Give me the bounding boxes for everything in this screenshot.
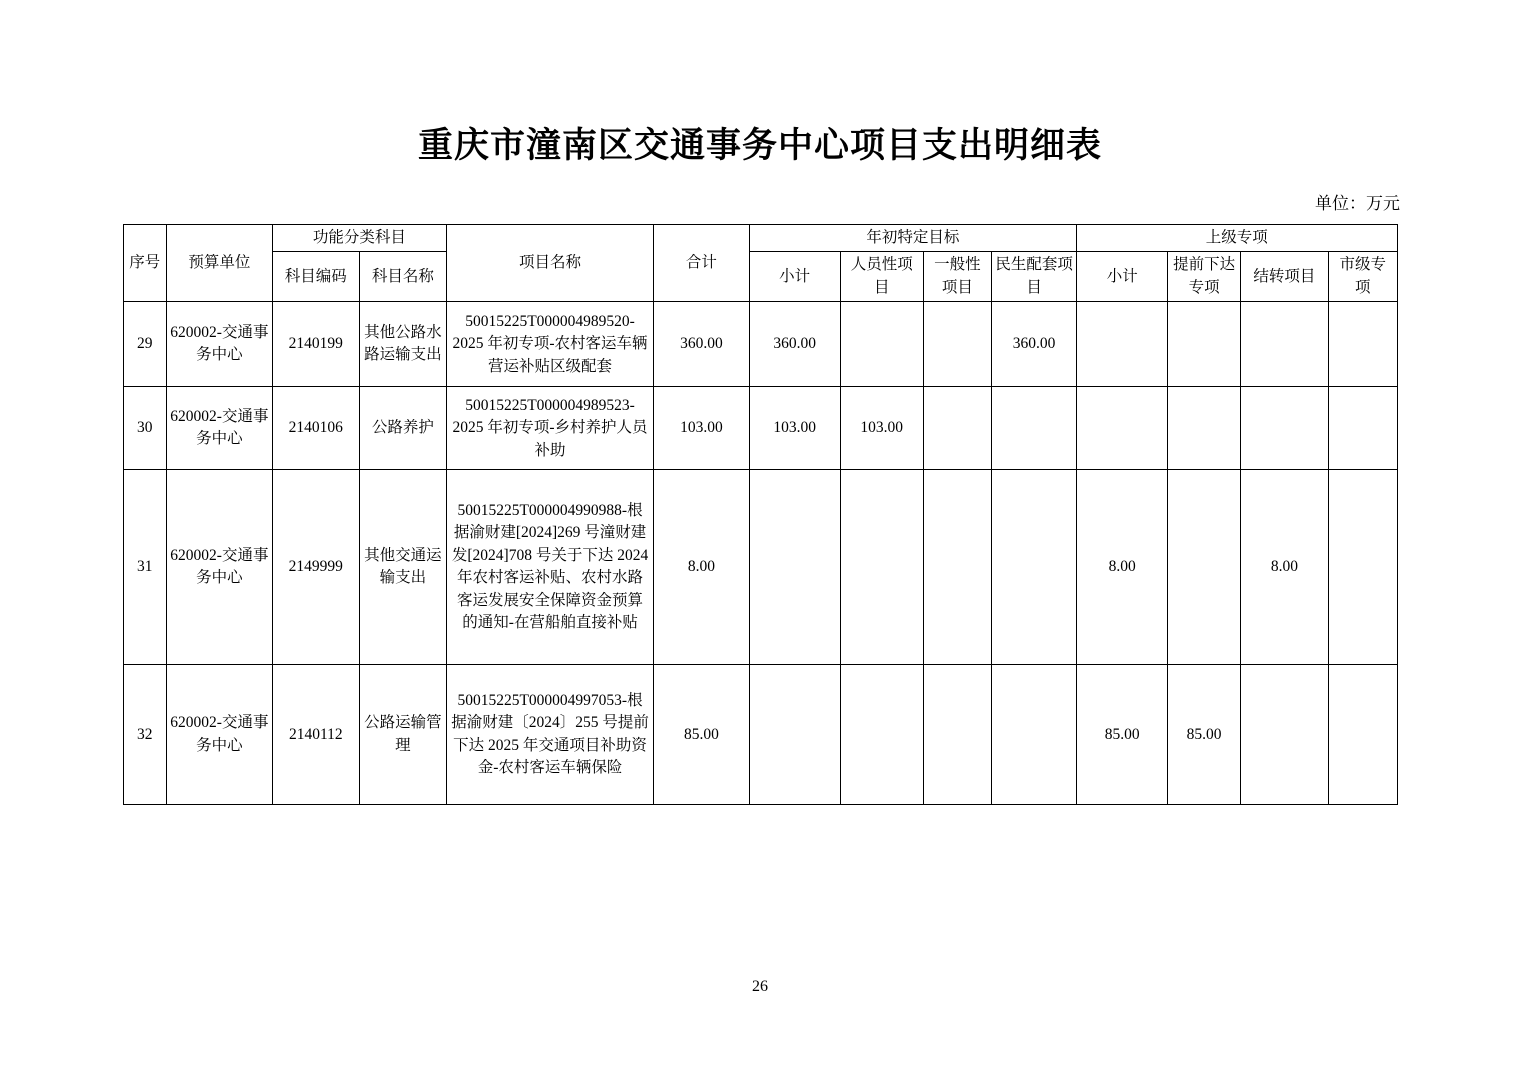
cell-ys-subtotal [749,470,840,665]
cell-seq: 29 [123,302,167,387]
cell-seq: 32 [123,665,167,805]
cell-budget-unit: 620002-交通事务中心 [167,470,273,665]
cell-up-city [1328,302,1397,387]
header-up-subtotal: 小计 [1077,252,1168,302]
header-ys-general: 一般性项目 [923,252,991,302]
cell-budget-unit: 620002-交通事务中心 [167,387,273,470]
cell-total: 85.00 [654,665,749,805]
cell-up-advance: 85.00 [1168,665,1241,805]
cell-up-city [1328,470,1397,665]
cell-subject-code: 2140106 [272,387,359,470]
header-seq: 序号 [123,225,167,302]
header-ys-subtotal: 小计 [749,252,840,302]
cell-ys-livelihood: 360.00 [992,302,1077,387]
header-ys-livelihood: 民生配套项目 [992,252,1077,302]
cell-ys-general [923,470,991,665]
header-subject-name: 科目名称 [359,252,446,302]
header-budget-unit: 预算单位 [167,225,273,302]
table-row [123,387,1397,470]
cell-subject-code: 2149999 [272,470,359,665]
cell-up-carryover [1240,387,1328,470]
header-subject-code: 科目编码 [272,252,359,302]
cell-ys-livelihood [992,470,1077,665]
cell-subject-name: 公路养护 [359,387,446,470]
cell-subject-name: 公路运输管理 [359,665,446,805]
cell-total: 103.00 [654,387,749,470]
expenditure-detail-table [123,224,1398,805]
cell-ys-personnel [840,470,923,665]
cell-budget-unit: 620002-交通事务中心 [167,302,273,387]
cell-ys-livelihood [992,387,1077,470]
cell-ys-livelihood [992,665,1077,805]
cell-project-name: 50015225T000004989520-2025 年初专项-农村客运车辆营运补贴区级配套 [446,302,653,387]
unit-note: 单位：万元 [1315,194,1400,213]
table-header-row-2 [123,252,1397,302]
cell-subject-code: 2140199 [272,302,359,387]
cell-seq: 31 [123,470,167,665]
cell-total: 8.00 [654,470,749,665]
cell-up-advance [1168,470,1241,665]
cell-up-carryover [1240,302,1328,387]
cell-ys-subtotal [749,665,840,805]
cell-up-subtotal: 8.00 [1077,470,1168,665]
cell-ys-subtotal: 360.00 [749,302,840,387]
cell-up-subtotal [1077,302,1168,387]
table-row [123,470,1397,665]
header-up-city: 市级专项 [1328,252,1397,302]
table-row [123,665,1397,805]
table-row [123,302,1397,387]
header-up-carryover: 结转项目 [1240,252,1328,302]
header-up-advance: 提前下达专项 [1168,252,1241,302]
cell-up-city [1328,387,1397,470]
cell-up-subtotal: 85.00 [1077,665,1168,805]
header-year-start-group: 年初特定目标 [749,225,1077,252]
cell-up-carryover [1240,665,1328,805]
cell-up-city [1328,665,1397,805]
cell-ys-personnel [840,302,923,387]
table-header-row-1 [123,225,1397,252]
header-project-name: 项目名称 [446,225,653,302]
cell-up-carryover: 8.00 [1240,470,1328,665]
header-function-group: 功能分类科目 [272,225,446,252]
cell-ys-general [923,387,991,470]
cell-subject-code: 2140112 [272,665,359,805]
cell-project-name: 50015225T000004990988-根据渝财建[2024]269 号潼财建发[2024]708 号关于下达 2024 年农村客运补贴、农村水路客运发展安全保障资金预算的通知-在营船舶直接补贴 [446,470,653,665]
cell-up-advance [1168,387,1241,470]
cell-ys-personnel: 103.00 [840,387,923,470]
cell-total: 360.00 [654,302,749,387]
page-number: 26 [752,978,768,995]
cell-budget-unit: 620002-交通事务中心 [167,665,273,805]
cell-ys-personnel [840,665,923,805]
cell-up-advance [1168,302,1241,387]
cell-ys-general [923,302,991,387]
page-title: 重庆市潼南区交通事务中心项目支出明细表 [417,126,1102,165]
cell-ys-subtotal: 103.00 [749,387,840,470]
cell-up-subtotal [1077,387,1168,470]
cell-seq: 30 [123,387,167,470]
cell-ys-general [923,665,991,805]
cell-subject-name: 其他交通运输支出 [359,470,446,665]
cell-project-name: 50015225T000004997053-根据渝财建〔2024〕255 号提前下达 2025 年交通项目补助资金-农村客运车辆保险 [446,665,653,805]
header-upper-group: 上级专项 [1077,225,1397,252]
header-ys-personnel: 人员性项目 [840,252,923,302]
cell-project-name: 50015225T000004989523-2025 年初专项-乡村养护人员补助 [446,387,653,470]
cell-subject-name: 其他公路水路运输支出 [359,302,446,387]
header-total: 合计 [654,225,749,302]
